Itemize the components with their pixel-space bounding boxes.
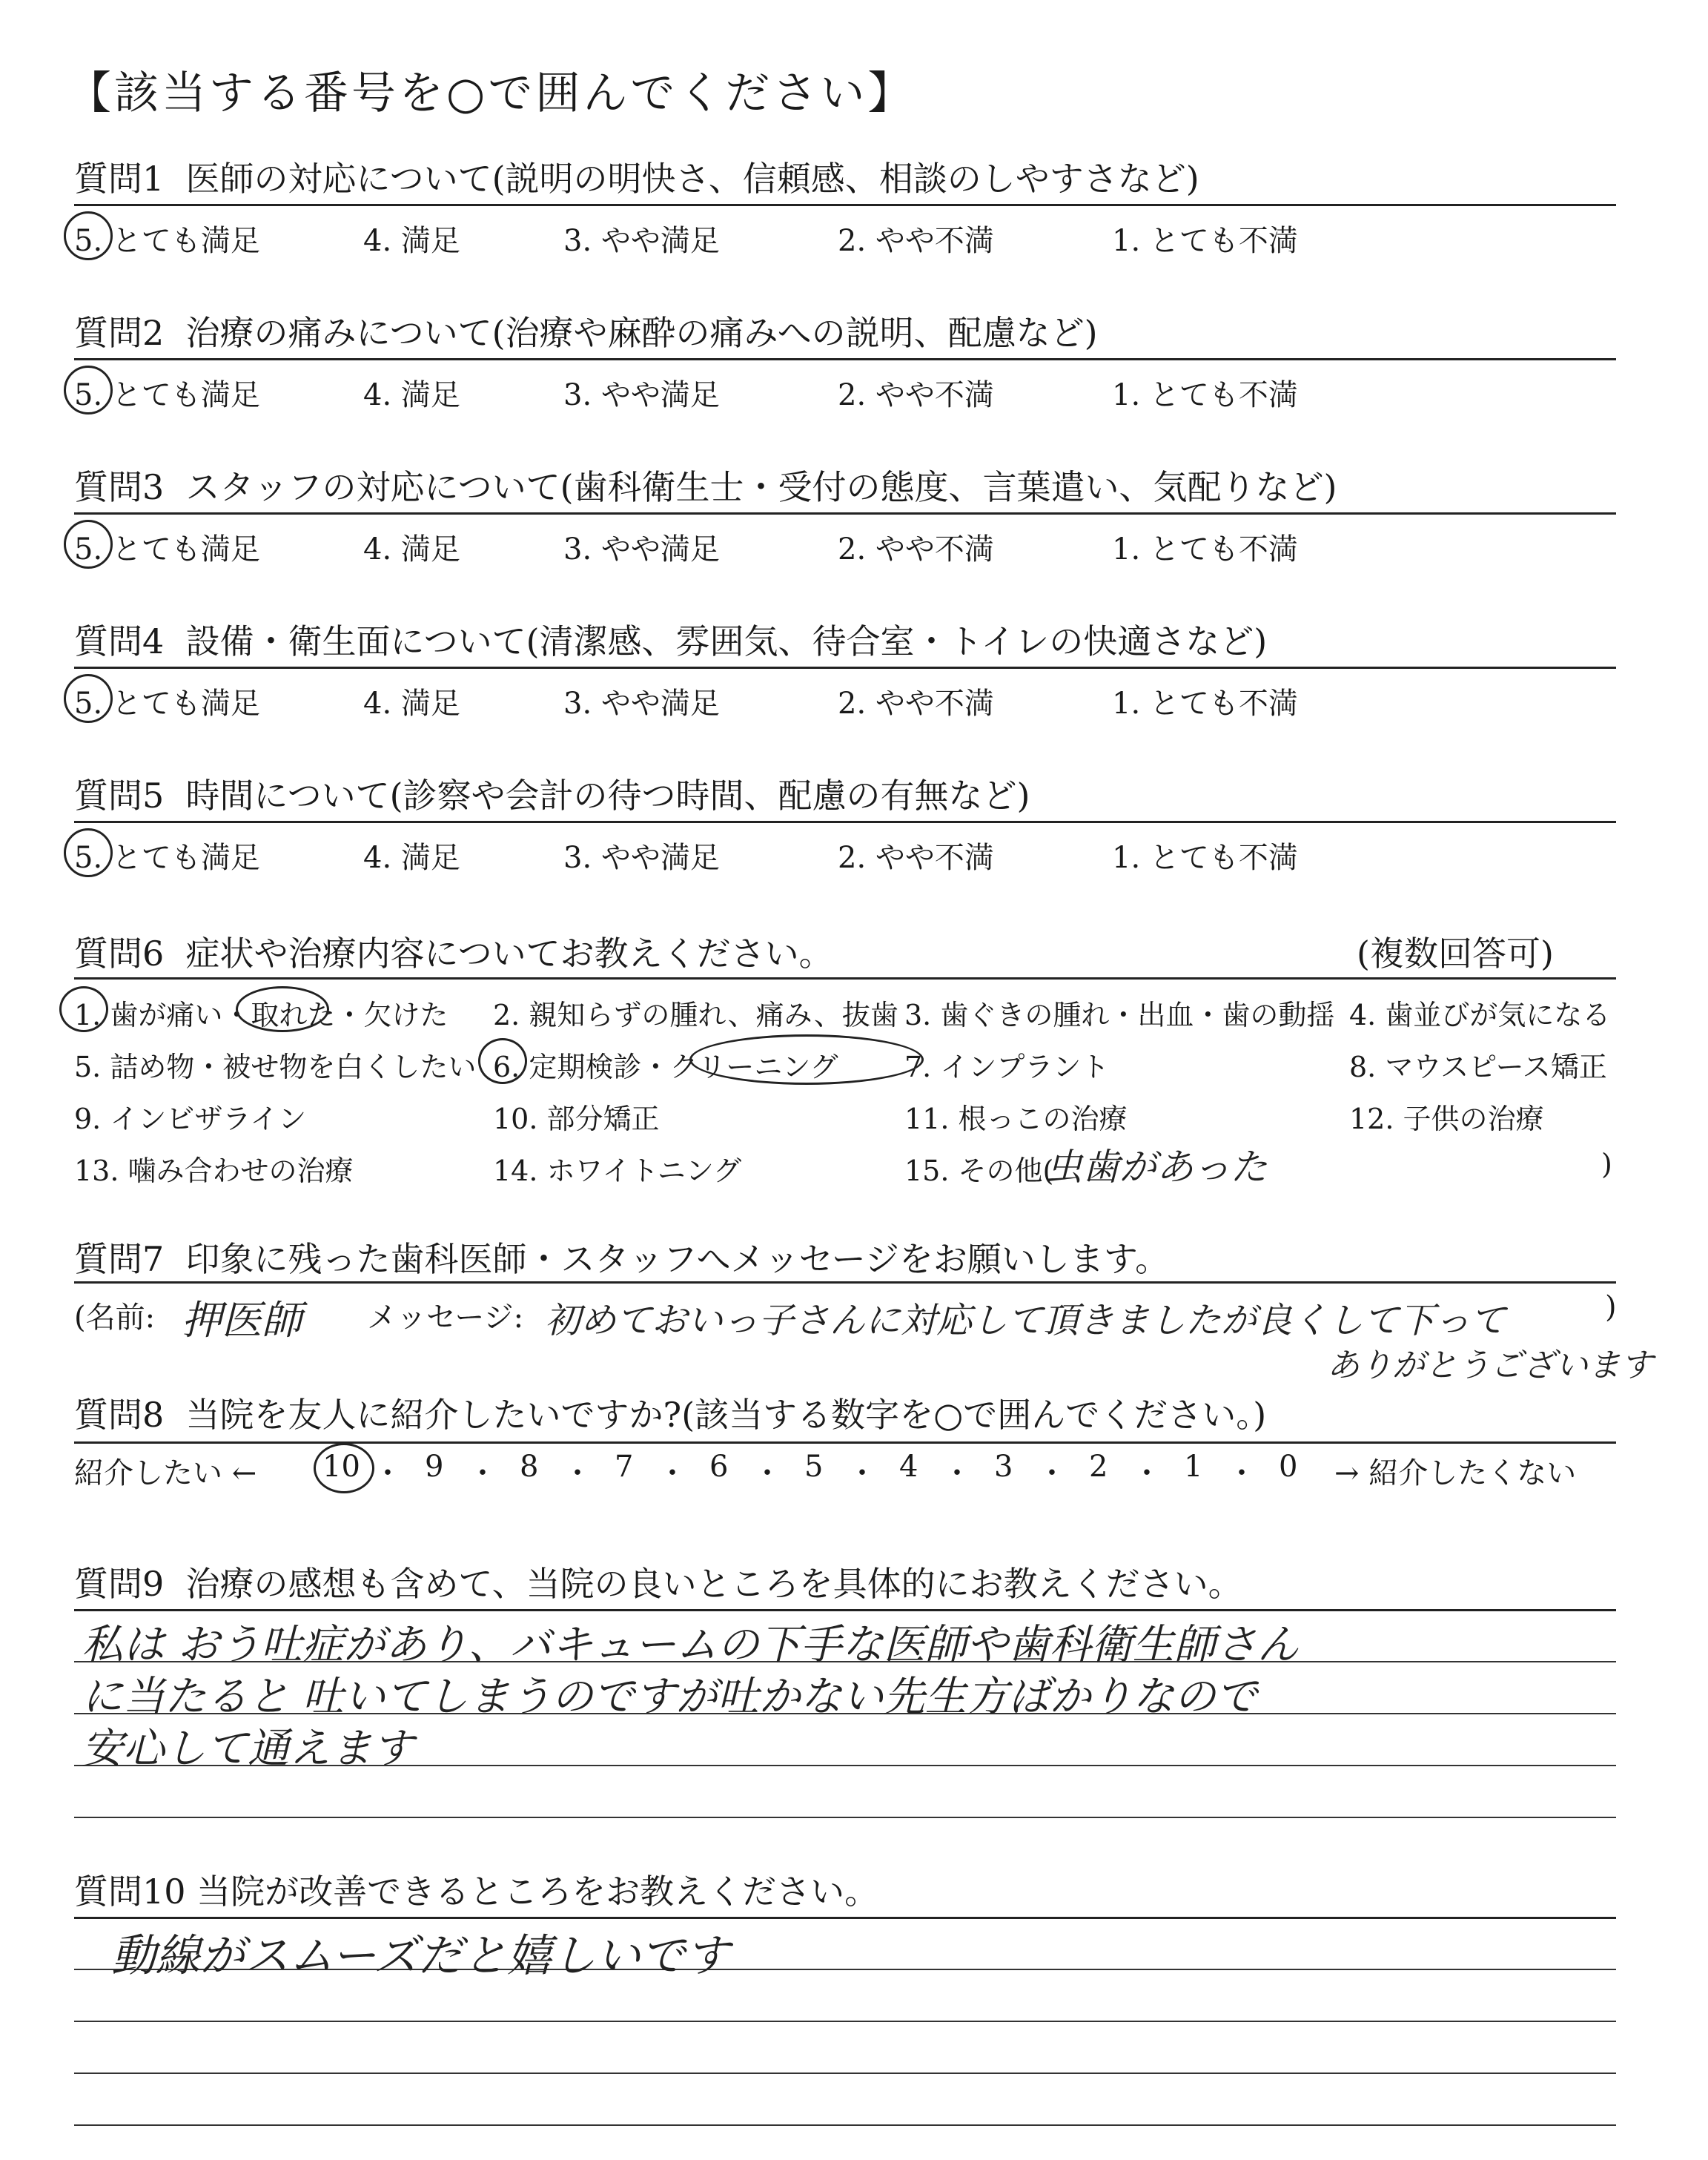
q8-scale-separator: ・ [1132, 1456, 1162, 1490]
rating-option[interactable] [563, 680, 720, 722]
q6-option[interactable]: 5. 詰め物・被せ物を白くしたい [74, 1051, 477, 1083]
selection-circle [236, 986, 329, 1032]
q1-rule [74, 204, 1616, 206]
q6-label: 質問6 [74, 934, 165, 974]
rating-option[interactable] [838, 526, 994, 568]
q5-text: 時間について(診察や会計の待つ時間、配慮の有無など) [185, 776, 1030, 816]
q3-text: スタッフの対応について(歯科衛生士・受付の態度、言葉遣い、気配りなど) [185, 467, 1337, 507]
q8-scale-value[interactable]: 6 [709, 1450, 729, 1484]
q10-line [74, 2021, 1616, 2022]
selection-circle [64, 211, 113, 260]
q8-scale-value[interactable]: 5 [804, 1450, 824, 1484]
q8-scale-separator: ・ [373, 1456, 403, 1490]
rating-option-number: 1. [1112, 841, 1141, 875]
q4-text: 設備・衛生面について(清潔感、雰囲気、待合室・トイレの快適さなど) [185, 621, 1268, 661]
q8-scale-value[interactable]: 4 [899, 1450, 918, 1484]
rating-option[interactable] [563, 217, 720, 260]
rating-option[interactable] [363, 217, 460, 260]
rating-option-number: 1. [1112, 532, 1141, 567]
q9-line [74, 1817, 1616, 1818]
rating-option-label: 満足 [400, 687, 460, 721]
q8-scale-separator: ・ [658, 1456, 687, 1490]
rating-option-label: やや満足 [600, 841, 720, 875]
rating-option-label: やや不満 [875, 224, 994, 258]
rating-option-number: 5. [74, 224, 103, 258]
rating-option-number: 4. [363, 378, 392, 412]
rating-option-number: 5. [74, 532, 103, 567]
q3-label: 質問3 [74, 467, 165, 507]
q6-text: 症状や治療内容についてお教えください。 [185, 934, 833, 974]
rating-option[interactable] [363, 526, 460, 568]
q5-heading [74, 769, 1030, 818]
rating-option-label: 満足 [400, 224, 460, 258]
rating-option-label: とても満足 [111, 378, 260, 412]
rating-option-number: 3. [563, 687, 592, 721]
q8-scale-separator: ・ [942, 1456, 972, 1490]
q6-option[interactable]: 11. 根っこの治療 [904, 1103, 1128, 1135]
q7-message-value: 初めておいっ子さんに対応して頂きましたが良くして下って [545, 1300, 1506, 1341]
q7-heading [74, 1232, 1169, 1281]
q9-heading [74, 1557, 1242, 1606]
q2-text: 治療の痛みについて(治療や麻酔の痛みへの説明、配慮など) [185, 313, 1098, 353]
rating-option[interactable] [363, 834, 460, 876]
q8-left-label: 紹介したい ← [74, 1456, 257, 1490]
q10-text: 当院が改善できるところをお教えください。 [196, 1872, 879, 1912]
rating-option-label: とても満足 [111, 841, 260, 875]
q6-option[interactable]: 4. 歯並びが気になる [1349, 999, 1611, 1031]
q6-option[interactable]: 2. 親知らずの腫れ、痛み、抜歯 [493, 999, 898, 1031]
rating-option-label: やや不満 [875, 687, 994, 721]
q9-answer-line-2: に当たると 吐いてしまうのですが吐かない先生方ばかりなので [82, 1673, 1257, 1721]
rating-option-label: とても不満 [1149, 224, 1298, 258]
rating-option-number: 3. [563, 224, 592, 258]
rating-option[interactable] [1112, 680, 1298, 722]
rating-option-label: 満足 [400, 841, 460, 875]
rating-option-number: 2. [838, 841, 867, 875]
q6-option[interactable]: 14. ホワイトニング [493, 1155, 742, 1187]
selection-circle [478, 1038, 527, 1084]
rating-option[interactable] [563, 526, 720, 568]
rating-option[interactable] [838, 217, 994, 260]
q6-option[interactable]: 9. インビザライン [74, 1103, 307, 1135]
q6-option[interactable]: 6. 定期検診・クリーニング [493, 1051, 838, 1083]
rating-option[interactable] [838, 371, 994, 414]
q6-option[interactable]: 12. 子供の治療 [1349, 1103, 1544, 1135]
rating-option[interactable] [1112, 371, 1298, 414]
rating-option-number: 4. [363, 224, 392, 258]
q4-label: 質問4 [74, 621, 165, 661]
q8-scale-value[interactable]: 9 [425, 1450, 444, 1484]
q6-option[interactable]: 13. 噛み合わせの治療 [74, 1155, 354, 1187]
q7-rule [74, 1281, 1616, 1284]
q8-scale-value[interactable]: 8 [520, 1450, 539, 1484]
rating-option-number: 5. [74, 841, 103, 875]
rating-option-number: 5. [74, 687, 103, 721]
q8-scale-separator: ・ [847, 1456, 877, 1490]
selection-circle [64, 828, 113, 877]
rating-option-label: とても満足 [111, 532, 260, 567]
selection-circle [689, 1034, 924, 1085]
selection-circle [64, 366, 113, 415]
selection-circle [64, 520, 113, 569]
q2-heading [74, 306, 1098, 355]
q10-answer-line-1: 動線がスムーズだと嬉しいです [111, 1930, 729, 1982]
q6-heading [74, 927, 833, 976]
q9-answer-line-3: 安心して通えます [82, 1725, 414, 1773]
q7-name-label: (名前: [74, 1301, 156, 1335]
q8-scale-value[interactable]: 1 [1184, 1450, 1203, 1484]
q8-scale-value[interactable]: 7 [615, 1450, 634, 1484]
rating-option-number: 4. [363, 687, 392, 721]
rating-option-label: とても満足 [111, 224, 260, 258]
rating-option-number: 4. [363, 532, 392, 567]
q5-rule [74, 821, 1616, 823]
rating-option-label: やや満足 [600, 687, 720, 721]
rating-option-number: 1. [1112, 687, 1141, 721]
q6-option[interactable]: 1. 歯が痛い・取れた・欠けた [74, 999, 448, 1031]
rating-option[interactable] [1112, 217, 1298, 260]
q6-option[interactable]: 7. インプラント [904, 1051, 1110, 1083]
selection-circle [64, 674, 113, 723]
rating-option-label: とても不満 [1149, 841, 1298, 875]
rating-option-number: 1. [1112, 378, 1141, 412]
q7-name-value: 押医師 [182, 1297, 302, 1344]
q8-scale-value[interactable]: 3 [994, 1450, 1013, 1484]
q8-rule [74, 1441, 1616, 1444]
q5-label: 質問5 [74, 776, 165, 816]
q7-close: ) [1605, 1290, 1617, 1324]
q9-rule [74, 1609, 1616, 1611]
q6-other-answer: 虫歯があった [1045, 1146, 1268, 1189]
q8-scale-value[interactable]: 2 [1089, 1450, 1108, 1484]
q8-heading [74, 1388, 1266, 1437]
q9-answer-line-1: 私は おう吐症があり、バキュームの下手な医師や歯科衛生師さん [82, 1621, 1299, 1669]
q3-heading [74, 460, 1337, 509]
rating-option-number: 3. [563, 378, 592, 412]
rating-option-label: やや不満 [875, 532, 994, 567]
q10-line [74, 2124, 1616, 2126]
rating-option-label: とても不満 [1149, 378, 1298, 412]
rating-option[interactable] [563, 834, 720, 876]
rating-option-label: やや不満 [875, 841, 994, 875]
q6-option[interactable]: 10. 部分矯正 [493, 1103, 660, 1135]
q8-scale-separator: ・ [1037, 1456, 1067, 1490]
rating-option-number: 5. [74, 378, 103, 412]
rating-option-label: やや満足 [600, 224, 720, 258]
q8-text: 当院を友人に紹介したいですか?(該当する数字を○で囲んでください。) [185, 1395, 1267, 1435]
rating-option[interactable] [838, 680, 994, 722]
rating-option[interactable] [1112, 526, 1298, 568]
q6-option[interactable]: 8. マウスピース矯正 [1349, 1051, 1607, 1083]
rating-option[interactable] [563, 371, 720, 414]
rating-option-label: やや満足 [600, 532, 720, 567]
q6-option[interactable]: 3. 歯ぐきの腫れ・出血・歯の動揺 [904, 999, 1335, 1031]
q4-heading [74, 615, 1267, 664]
rating-option-number: 4. [363, 841, 392, 875]
rating-option-number: 2. [838, 532, 867, 567]
q9-label: 質問9 [74, 1564, 165, 1604]
q8-scale-separator: ・ [1227, 1456, 1257, 1490]
q6-other-close: ) [1601, 1148, 1612, 1180]
q2-label: 質問2 [74, 313, 165, 353]
rating-option-label: 満足 [400, 378, 460, 412]
q7-text: 印象に残った歯科医師・スタッフへメッセージをお願いします。 [185, 1239, 1170, 1279]
rating-option[interactable] [838, 834, 994, 876]
q8-scale-separator: ・ [752, 1456, 782, 1490]
q10-line [74, 2073, 1616, 2074]
rating-option[interactable] [363, 371, 460, 414]
q8-scale-value[interactable]: 0 [1279, 1450, 1298, 1484]
rating-option[interactable] [363, 680, 460, 722]
q4-rule [74, 667, 1616, 669]
q6-rule [74, 977, 1616, 980]
q8-scale-value[interactable]: 10 [322, 1450, 360, 1484]
rating-option[interactable] [1112, 834, 1298, 876]
rating-option-number: 1. [1112, 224, 1141, 258]
q1-label: 質問1 [74, 159, 165, 199]
q8-label: 質問8 [74, 1395, 165, 1435]
q8-right-label: → 紹介したくない [1334, 1456, 1577, 1490]
rating-option-label: とても不満 [1149, 687, 1298, 721]
q7-message-value-2: ありがとうございます [1327, 1347, 1653, 1384]
q8-scale-separator: ・ [563, 1456, 592, 1490]
q3-rule [74, 512, 1616, 515]
q1-text: 医師の対応について(説明の明快さ、信頼感、相談のしやすさなど) [185, 159, 1199, 199]
q6-option[interactable]: 15. その他( [904, 1155, 1054, 1187]
q1-heading [74, 152, 1199, 201]
q10-rule [74, 1917, 1616, 1919]
q10-heading [74, 1865, 878, 1914]
rating-option-number: 2. [838, 378, 867, 412]
rating-option-label: やや不満 [875, 378, 994, 412]
rating-option-number: 3. [563, 841, 592, 875]
q8-scale-separator: ・ [468, 1456, 497, 1490]
rating-option-number: 2. [838, 687, 867, 721]
rating-option-label: 満足 [400, 532, 460, 567]
page-title: 【該当する番号を○で囲んでください】 [67, 67, 916, 119]
q2-rule [74, 358, 1616, 360]
rating-option-number: 2. [838, 224, 867, 258]
q6-note: (複数回答可) [1357, 934, 1554, 974]
q7-message-label: メッセージ: [367, 1301, 524, 1335]
rating-option-label: とても不満 [1149, 532, 1298, 567]
q10-label: 質問10 [74, 1872, 186, 1912]
q7-label: 質問7 [74, 1239, 165, 1279]
rating-option-label: とても満足 [111, 687, 260, 721]
selection-circle [314, 1443, 374, 1493]
selection-circle [59, 986, 108, 1032]
rating-option-label: やや満足 [600, 378, 720, 412]
q9-text: 治療の感想も含めて、当院の良いところを具体的にお教えください。 [185, 1564, 1242, 1604]
rating-option-number: 3. [563, 532, 592, 567]
